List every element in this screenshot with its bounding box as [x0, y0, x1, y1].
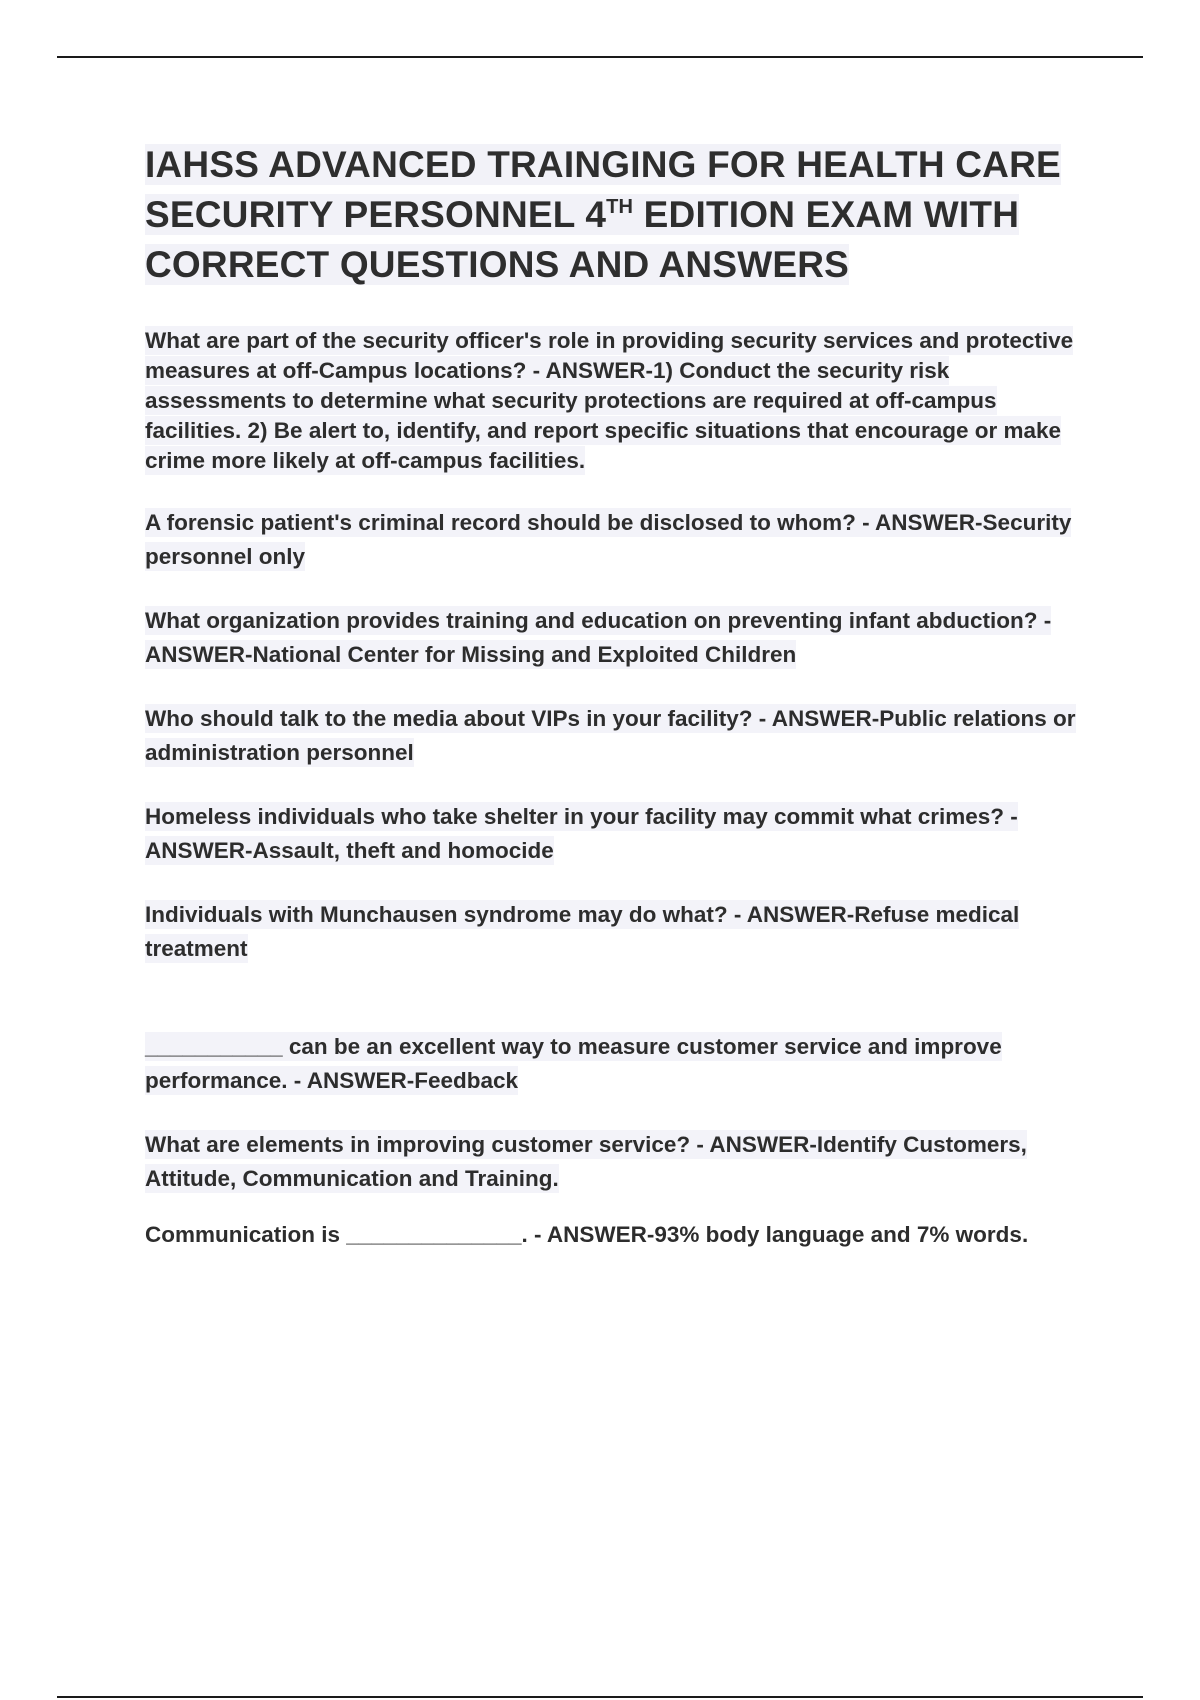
- qa-item-4: Who should talk to the media about VIPs in your facility? - ANSWER-Public relations or administration personnel: [145, 706, 1076, 765]
- qa-item-5: Homeless individuals who take shelter in your facility may commit what crimes? - ANSWER-Assault, theft and homocide: [145, 804, 1018, 863]
- qa-item-9: Communication is ______________. - ANSWER-93% body language and 7% words.: [145, 1222, 1029, 1247]
- document-title: [145, 140, 1095, 290]
- qa-item-6: Individuals with Munchausen syndrome may do what? - ANSWER-Refuse medical treatment: [145, 902, 1020, 961]
- title-superscript: TH: [606, 196, 634, 218]
- qa-item-2: A forensic patient's criminal record should be disclosed to whom? - ANSWER-Security personnel only: [145, 510, 1072, 569]
- title-part-1: IAHSS ADVANCED TRAINGING FOR HEALTH CARE SECURITY PERSONNEL 4: [145, 144, 1061, 235]
- qa-item-7: ___________ can be an excellent way to measure customer service and improve performance. - ANSWER-Feedback: [145, 1034, 1002, 1093]
- qa-item-3: What organization provides training and education on preventing infant abduction? - ANSWER-National Center for Missing and Exploited Children: [145, 608, 1052, 667]
- document-body: [145, 140, 1095, 1250]
- bottom-rule: [57, 1696, 1143, 1698]
- top-rule: [57, 56, 1143, 58]
- qa-item-8: What are elements in improving customer service? - ANSWER-Identify Customers, Attitude, Communication and Training.: [145, 1132, 1027, 1191]
- title-part-2: EDITION EXAM WITH CORRECT QUESTIONS AND ANSWERS: [145, 194, 1020, 285]
- qa-item-1: What are part of the security officer's role in providing security services and protective measures at off-Campus locations? - ANSWER-1) Conduct the security risk assessments to determine what security protections are required at off-campus facilities. 2) Be alert to, identify, and report specific situations that encourage or make crime more likely at off-campus facilities.: [145, 328, 1074, 473]
